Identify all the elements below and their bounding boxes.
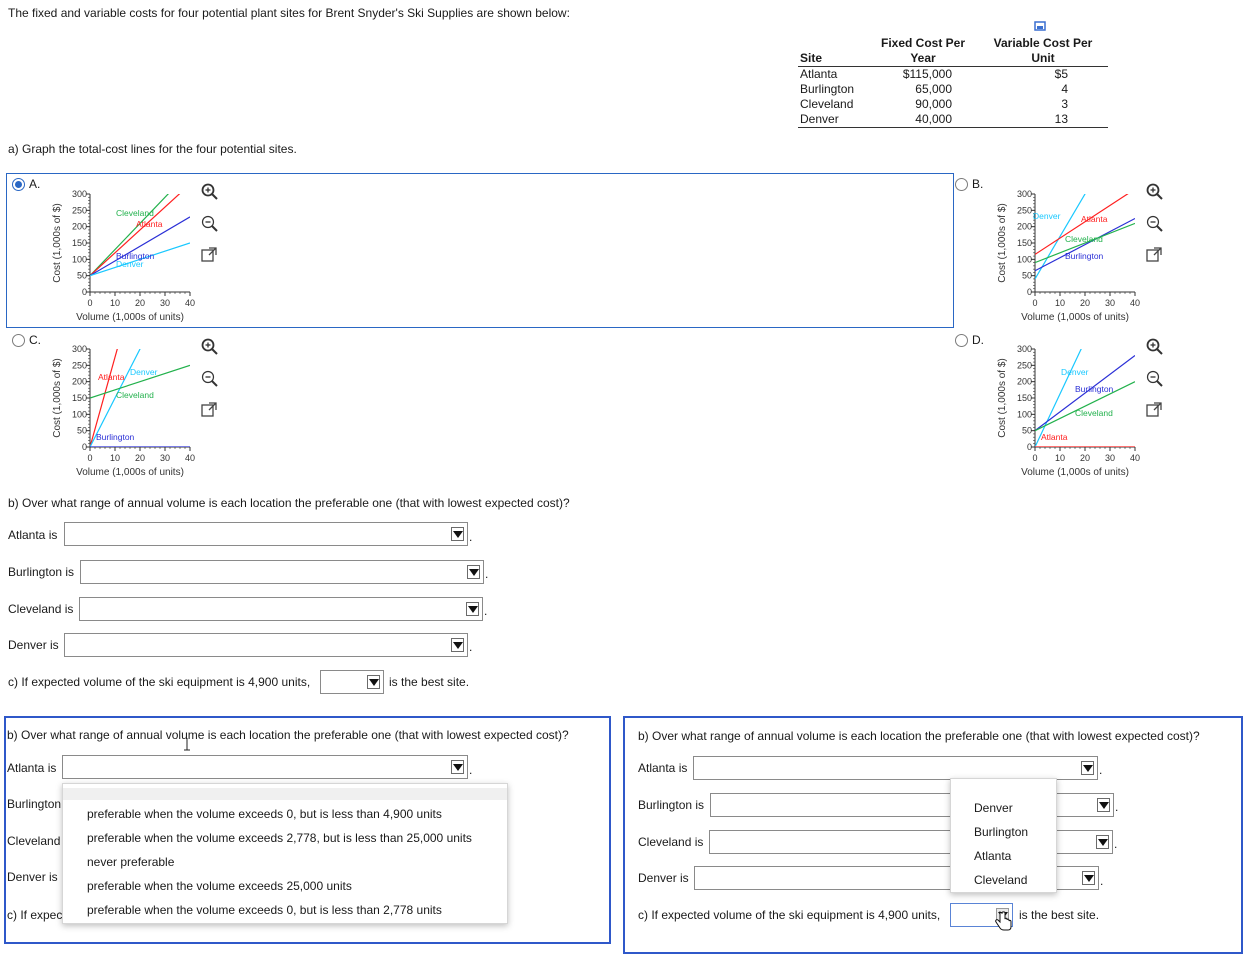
- chevron-down-icon[interactable]: [1097, 798, 1110, 812]
- zoom-out-icon[interactable]: [200, 214, 218, 232]
- x-tick-label: 0: [1032, 453, 1038, 463]
- popout-icon[interactable]: [1145, 246, 1163, 264]
- popout-icon[interactable]: [200, 401, 218, 419]
- table-cell: Denver: [800, 112, 839, 126]
- series-label: Denver: [116, 259, 144, 269]
- y-axis-label: Cost (1,000s of $): [52, 203, 63, 283]
- print-icon[interactable]: [1034, 20, 1046, 32]
- table-cell: 90,000: [915, 97, 952, 111]
- chevron-down-icon[interactable]: [367, 675, 380, 689]
- y-tick-label: 150: [71, 238, 87, 248]
- table-cell: 13: [1054, 112, 1068, 126]
- y-tick-label: 300: [71, 344, 87, 354]
- cleveland-label: Cleveland is: [8, 602, 74, 616]
- table-cell: 3: [1061, 97, 1068, 111]
- x-tick-label: 20: [134, 298, 146, 308]
- x-tick-label: 40: [1129, 298, 1141, 308]
- y-tick-label: 250: [1016, 205, 1032, 216]
- popout-icon[interactable]: [1145, 401, 1163, 419]
- site-options-menu: [950, 778, 1057, 893]
- zoom-out-icon[interactable]: [200, 369, 218, 387]
- x-tick-label: 0: [87, 453, 93, 463]
- y-tick-label: 300: [1016, 189, 1032, 199]
- y-tick-label: 0: [81, 287, 87, 297]
- best-site-select[interactable]: [320, 670, 384, 694]
- y-tick-label: 50: [1021, 425, 1032, 436]
- y-tick-label: 150: [71, 393, 87, 403]
- zoom-in-icon[interactable]: [1145, 337, 1163, 355]
- chevron-down-icon[interactable]: [451, 760, 464, 774]
- x-tick-label: 30: [159, 453, 171, 463]
- denver-label: Denver is: [8, 638, 59, 652]
- panel-part-b-prompt: b) Over what range of annual volume is each location the preferable one (that with lowest expected cost)?: [638, 729, 1200, 743]
- period: .: [484, 604, 488, 618]
- panel-denver-label: Denver is: [638, 871, 689, 885]
- table-cell: 4: [1061, 82, 1068, 96]
- zoom-out-icon[interactable]: [1145, 369, 1163, 387]
- part-c-prompt: c) If expected volume of the ski equipment is 4,900 units,: [8, 675, 311, 689]
- zoom-in-icon[interactable]: [200, 337, 218, 355]
- menu-option[interactable]: Atlanta: [974, 849, 1012, 863]
- period: .: [1115, 800, 1119, 814]
- y-tick-label: 50: [1021, 270, 1032, 281]
- option-d-radio[interactable]: [955, 334, 968, 347]
- menu-hover-highlight: [63, 788, 507, 800]
- series-label: Denver: [130, 367, 158, 377]
- y-axis-label: Cost (1,000s of $): [52, 358, 63, 438]
- x-axis-label: Volume (1,000s of units): [76, 312, 184, 323]
- y-tick-label: 150: [1016, 393, 1032, 403]
- hand-cursor-icon: [994, 910, 1014, 934]
- y-tick-label: 150: [1016, 238, 1032, 248]
- table-cell: $115,000: [902, 67, 952, 81]
- panel-part-c-prompt: c) If expec: [7, 908, 63, 922]
- y-tick-label: 250: [1016, 360, 1032, 371]
- menu-option[interactable]: preferable when the volume exceeds 0, but is less than 2,778 units: [87, 903, 442, 917]
- x-axis-label: Volume (1,000s of units): [1021, 312, 1129, 323]
- y-axis-label: Cost (1,000s of $): [997, 358, 1008, 438]
- x-tick-label: 20: [1079, 298, 1091, 308]
- cost-table: [798, 36, 1108, 128]
- series-label: Burlington: [116, 251, 155, 261]
- table-cell: Cleveland: [800, 97, 854, 111]
- option-d-letter: D.: [972, 333, 984, 347]
- y-tick-label: 50: [76, 425, 87, 436]
- panel-part-b-prompt: b) Over what range of annual volume is each location the preferable one (that with lowest expected cost)?: [7, 728, 569, 742]
- zoom-in-icon[interactable]: [200, 182, 218, 200]
- panel-part-c-suffix: is the best site.: [1019, 908, 1100, 922]
- chart-option-c: [48, 341, 208, 481]
- denver-range-select[interactable]: [64, 633, 468, 657]
- menu-option[interactable]: Burlington: [974, 825, 1029, 839]
- col-site: Site: [800, 51, 823, 65]
- y-tick-label: 200: [71, 376, 87, 387]
- x-axis-label: Volume (1,000s of units): [1021, 467, 1129, 478]
- zoom-in-icon[interactable]: [1145, 182, 1163, 200]
- y-tick-label: 100: [71, 254, 87, 265]
- menu-option[interactable]: preferable when the volume exceeds 25,000 units: [87, 879, 352, 893]
- col-fixed: Fixed Cost Per Year: [880, 36, 966, 65]
- period: .: [1100, 874, 1104, 888]
- y-tick-label: 50: [76, 270, 87, 281]
- range-options-menu: [62, 783, 508, 924]
- option-b-letter: B.: [972, 177, 984, 191]
- y-axis-label: Cost (1,000s of $): [997, 203, 1008, 283]
- x-tick-label: 40: [184, 453, 196, 463]
- series-label: Cleveland: [116, 390, 154, 400]
- intro-text: The fixed and variable costs for four potential plant sites for Brent Snyder's Ski Supplies are shown below:: [8, 6, 570, 20]
- x-tick-label: 40: [184, 298, 196, 308]
- text-cursor-icon: [183, 738, 191, 752]
- part-a-prompt: a) Graph the total-cost lines for the four potential sites.: [8, 142, 297, 156]
- chevron-down-icon[interactable]: [1082, 871, 1095, 885]
- part-b-prompt: b) Over what range of annual volume is each location the preferable one (that with lowest expected cost)?: [8, 496, 570, 510]
- table-cell: $5: [1054, 67, 1068, 81]
- series-label: Cleveland: [1065, 234, 1103, 244]
- x-tick-label: 20: [134, 453, 146, 463]
- burlington-range-select[interactable]: [80, 560, 484, 584]
- x-tick-label: 0: [1032, 298, 1038, 308]
- burlington-label: Burlington is: [8, 565, 75, 579]
- option-c-letter: C.: [29, 333, 41, 347]
- y-tick-label: 200: [1016, 376, 1032, 387]
- y-tick-label: 100: [71, 409, 87, 420]
- y-tick-label: 0: [1026, 287, 1032, 297]
- menu-option[interactable]: preferable when the volume exceeds 2,778, but is less than 25,000 units: [87, 831, 472, 845]
- table-cell: Atlanta: [800, 67, 838, 81]
- panel-atlanta-label: Atlanta is: [7, 761, 57, 775]
- menu-option[interactable]: Denver: [974, 801, 1013, 815]
- period: .: [469, 640, 473, 654]
- atlanta-label: Atlanta is: [8, 528, 58, 542]
- x-tick-label: 10: [1054, 453, 1066, 463]
- option-b-radio[interactable]: [955, 178, 968, 191]
- x-tick-label: 30: [159, 298, 171, 308]
- period: .: [485, 567, 489, 581]
- y-tick-label: 100: [1016, 254, 1032, 265]
- x-tick-label: 40: [1129, 453, 1141, 463]
- y-tick-label: 0: [1026, 442, 1032, 452]
- y-tick-label: 200: [71, 221, 87, 232]
- option-c-radio[interactable]: [12, 334, 25, 347]
- x-axis-label: Volume (1,000s of units): [76, 467, 184, 478]
- panel-part-c-prompt: c) If expected volume of the ski equipment is 4,900 units,: [638, 908, 941, 922]
- period: .: [1099, 763, 1103, 777]
- right-zoom-panel: [623, 716, 1243, 954]
- series-line-denver: [1035, 186, 1135, 279]
- series-label: Denver: [1061, 367, 1089, 377]
- x-tick-label: 0: [87, 298, 93, 308]
- series-label: Burlington: [1065, 251, 1104, 261]
- x-tick-label: 30: [1104, 453, 1116, 463]
- chart-option-a: [48, 186, 208, 326]
- chevron-down-icon[interactable]: [467, 565, 480, 579]
- chart-svg: [993, 341, 1153, 481]
- chart-svg: [993, 186, 1153, 326]
- x-tick-label: 10: [109, 453, 121, 463]
- chevron-down-icon[interactable]: [1081, 761, 1094, 775]
- x-tick-label: 10: [109, 298, 121, 308]
- chart-svg: [48, 341, 208, 481]
- period: .: [1114, 837, 1118, 851]
- menu-option[interactable]: preferable when the volume exceeds 0, but is less than 4,900 units: [87, 807, 442, 821]
- y-tick-label: 250: [71, 205, 87, 216]
- chevron-down-icon[interactable]: [466, 602, 479, 616]
- series-label: Burlington: [1075, 384, 1114, 394]
- panel-burlington-label: Burlington is: [638, 798, 705, 812]
- chart-option-d: [993, 341, 1153, 481]
- series-label: Burlington: [96, 432, 135, 442]
- y-tick-label: 300: [71, 189, 87, 199]
- x-tick-label: 20: [1079, 453, 1091, 463]
- panel-cleveland-label: Cleveland is: [638, 835, 704, 849]
- menu-option[interactable]: never preferable: [87, 855, 175, 869]
- part-c-suffix: is the best site.: [389, 675, 470, 689]
- chart-option-b: [993, 186, 1153, 326]
- menu-option[interactable]: Cleveland: [974, 873, 1028, 887]
- series-label: Atlanta: [98, 372, 125, 382]
- table-cell: 40,000: [915, 112, 952, 126]
- y-tick-label: 0: [81, 442, 87, 452]
- panel-atlanta-range-select[interactable]: [693, 756, 1098, 780]
- panel-atlanta-range-select[interactable]: [62, 755, 468, 779]
- table-cell: Burlington: [800, 82, 855, 96]
- panel-denver-label: Denver is: [7, 870, 58, 884]
- panel-burlington-label: Burlington: [7, 797, 62, 811]
- chevron-down-icon[interactable]: [451, 527, 464, 541]
- panel-atlanta-label: Atlanta is: [638, 761, 688, 775]
- y-tick-label: 300: [1016, 344, 1032, 354]
- chevron-down-icon[interactable]: [451, 638, 464, 652]
- option-a-radio[interactable]: [12, 178, 25, 191]
- x-tick-label: 30: [1104, 298, 1116, 308]
- chart-svg: [48, 186, 208, 326]
- series-label: Atlanta: [1041, 432, 1068, 442]
- series-label: Denver: [1033, 211, 1061, 221]
- series-label: Cleveland: [116, 208, 154, 218]
- series-label: Cleveland: [1075, 408, 1113, 418]
- chevron-down-icon[interactable]: [1096, 835, 1109, 849]
- period: .: [469, 763, 473, 777]
- zoom-out-icon[interactable]: [1145, 214, 1163, 232]
- y-tick-label: 250: [71, 360, 87, 371]
- series-label: Atlanta: [136, 219, 163, 229]
- y-tick-label: 100: [1016, 409, 1032, 420]
- table-cell: 65,000: [915, 82, 952, 96]
- cleveland-range-select[interactable]: [79, 597, 483, 621]
- atlanta-range-select[interactable]: [64, 522, 468, 546]
- series-label: Atlanta: [1081, 214, 1108, 224]
- option-a-letter: A.: [29, 177, 41, 191]
- panel-cleveland-label: Cleveland: [7, 834, 61, 848]
- x-tick-label: 10: [1054, 298, 1066, 308]
- y-tick-label: 200: [1016, 221, 1032, 232]
- popout-icon[interactable]: [200, 246, 218, 264]
- period: .: [469, 530, 473, 544]
- col-variable: Variable Cost Per Unit: [993, 36, 1093, 65]
